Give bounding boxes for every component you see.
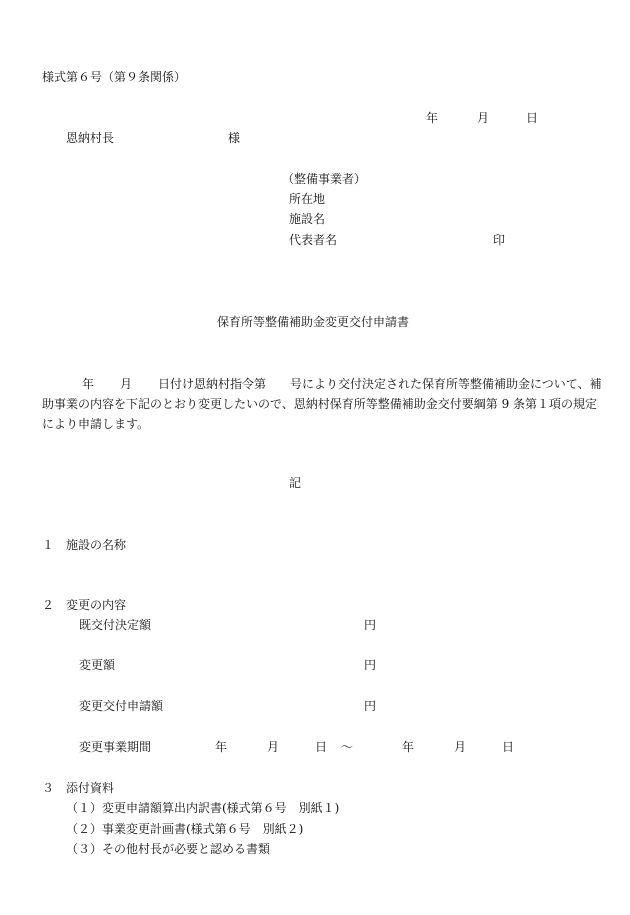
document-title: 保育所等整備補助金変更交付申請書 xyxy=(217,315,410,329)
date-day: 日 xyxy=(526,111,539,125)
section2-number: ２ xyxy=(42,598,55,612)
applicant-address-label: 所在地 xyxy=(289,192,326,206)
date-month: 月 xyxy=(477,111,490,125)
period-label: 変更事業期間 xyxy=(79,740,152,754)
applicant-representative-label: 代表者名 xyxy=(289,233,338,247)
period-end-day: 日 xyxy=(502,740,515,754)
attachment-item-1: （１）変更申請額算出内訳書(様式第６号 別紙１) xyxy=(66,801,340,815)
attachment-item-2: （２）事業変更計画書(様式第６号 別紙２) xyxy=(66,822,304,836)
row-request-amount-unit: 円 xyxy=(364,699,377,713)
section1-label: 施設の名称 xyxy=(66,538,127,552)
row-existing-amount-label: 既交付決定額 xyxy=(79,618,152,632)
section1-number: １ xyxy=(42,538,55,552)
period-tilde: ～ xyxy=(341,740,354,754)
date-year: 年 xyxy=(426,111,439,125)
applicant-heading: （整備事業者） xyxy=(282,172,367,186)
body-year: 年 xyxy=(82,377,95,391)
period-end-year: 年 xyxy=(402,740,415,754)
period-start-year: 年 xyxy=(215,740,228,754)
row-change-amount-label: 変更額 xyxy=(79,658,116,672)
body-directive: 日付け恩納村指令第 xyxy=(158,377,267,391)
addressee-name: 恩納村長 xyxy=(66,131,115,145)
body-text: 号により交付決定された保育所等整備補助金について、補助事業の内容を下記のとおり変更したいので、恩納村保育所等整備補助金交付要綱第 9 条第１項の規定により申請します。 xyxy=(42,377,602,431)
row-request-amount-label: 変更交付申請額 xyxy=(79,699,164,713)
period-start-month: 月 xyxy=(267,740,280,754)
body-month: 月 xyxy=(120,377,133,391)
section2-label: 変更の内容 xyxy=(66,598,127,612)
addressee-honorific: 様 xyxy=(228,131,241,145)
period-end-month: 月 xyxy=(454,740,467,754)
body-paragraph xyxy=(42,374,602,434)
section3-number: ３ xyxy=(42,781,55,795)
period-start-day: 日 xyxy=(315,740,328,754)
seal-mark: 印 xyxy=(493,233,506,247)
section3-label: 添付資料 xyxy=(66,781,115,795)
row-change-amount-unit: 円 xyxy=(364,658,377,672)
row-existing-amount-unit: 円 xyxy=(364,618,377,632)
ki-heading: 記 xyxy=(289,476,302,490)
attachment-item-3: （３）その他村長が必要と認める書類 xyxy=(66,842,271,856)
form-label: 様式第６号（第９条関係） xyxy=(42,70,187,84)
applicant-facility-label: 施設名 xyxy=(289,212,326,226)
